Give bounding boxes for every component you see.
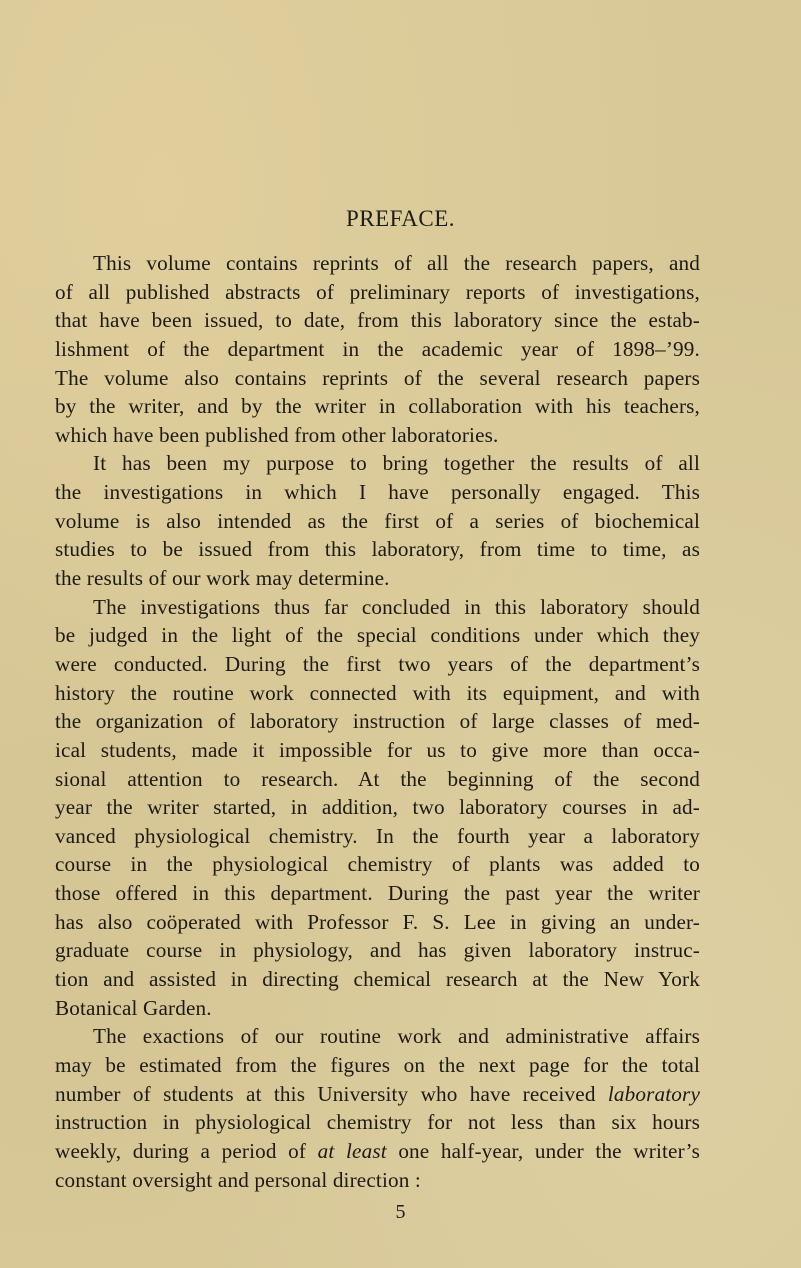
preface-body: [55, 249, 700, 1194]
text-line: The investigations thus far concluded in this laboratory should: [93, 594, 700, 619]
text-line: vanced physiological chemistry. In the fourth year a laboratory: [55, 823, 700, 848]
text-line: volume is also intended as the first of a series of biochemical: [55, 508, 700, 533]
text-line: that have been issued, to date, from this laboratory since the estab-: [55, 308, 700, 333]
text-line: those offered in this department. During the past year the writer: [55, 881, 700, 906]
text-line: [55, 1080, 700, 1109]
text-line: the organization of laboratory instruction of large classes of med-: [55, 709, 700, 734]
text-line: constant oversight and personal direction :: [55, 1167, 421, 1192]
text-line: which have been published from other laboratories.: [55, 422, 499, 447]
text-line: year the writer started, in addition, two laboratory courses in ad-: [55, 795, 700, 820]
text-line: were conducted. During the first two years of the department’s: [55, 651, 700, 676]
text-line: Botanical Garden.: [55, 995, 212, 1020]
text-line: The exactions of our routine work and administrative affairs: [93, 1024, 700, 1049]
text-line: the results of our work may determine.: [55, 566, 390, 591]
italic-emphasis: laboratory: [607, 1081, 700, 1106]
text-line: studies to be issued from this laboratory, from time to time, as: [55, 537, 700, 562]
text-line: lishment of the department in the academic year of 1898–’99.: [55, 336, 700, 361]
text-line: instruction in physiological chemistry for not less than six hours: [55, 1110, 700, 1135]
page-title: PREFACE.: [345, 206, 456, 231]
text-segment: weekly, during a period of: [55, 1138, 318, 1163]
text-line: may be estimated from the figures on the next page for the total: [55, 1052, 700, 1077]
text-line: has also coöperated with Professor F. S. Lee in giving an under-: [55, 909, 700, 934]
text-line: [55, 1137, 700, 1166]
page-number: 5: [395, 1201, 406, 1223]
text-line: It has been my purpose to bring together the results of all: [93, 451, 700, 476]
text-line: sional attention to research. At the beginning of the second: [55, 766, 700, 791]
text-line: tion and assisted in directing chemical research at the New York: [55, 967, 700, 992]
text-line: the investigations in which I have personally engaged. This: [55, 480, 700, 505]
text-segment: number of students at this University who have received: [55, 1081, 608, 1106]
text-line: This volume contains reprints of all the research papers, and: [93, 251, 700, 275]
text-segment: one half-year, under the writer’s: [386, 1138, 700, 1163]
text-line: history the routine work connected with its equipment, and with: [55, 680, 700, 705]
italic-emphasis: at least: [317, 1138, 387, 1163]
text-line: graduate course in physiology, and has given laboratory instruc-: [55, 938, 700, 963]
text-line: of all published abstracts of preliminary reports of investigations,: [55, 279, 700, 304]
text-line: be judged in the light of the special conditions under which they: [55, 623, 700, 648]
text-line: The volume also contains reprints of the several research papers: [55, 365, 700, 390]
text-line: course in the physiological chemistry of plants was added to: [55, 852, 700, 877]
text-line: by the writer, and by the writer in collaboration with his teachers,: [55, 394, 700, 419]
text-line: ical students, made it impossible for us to give more than occa-: [55, 737, 700, 762]
